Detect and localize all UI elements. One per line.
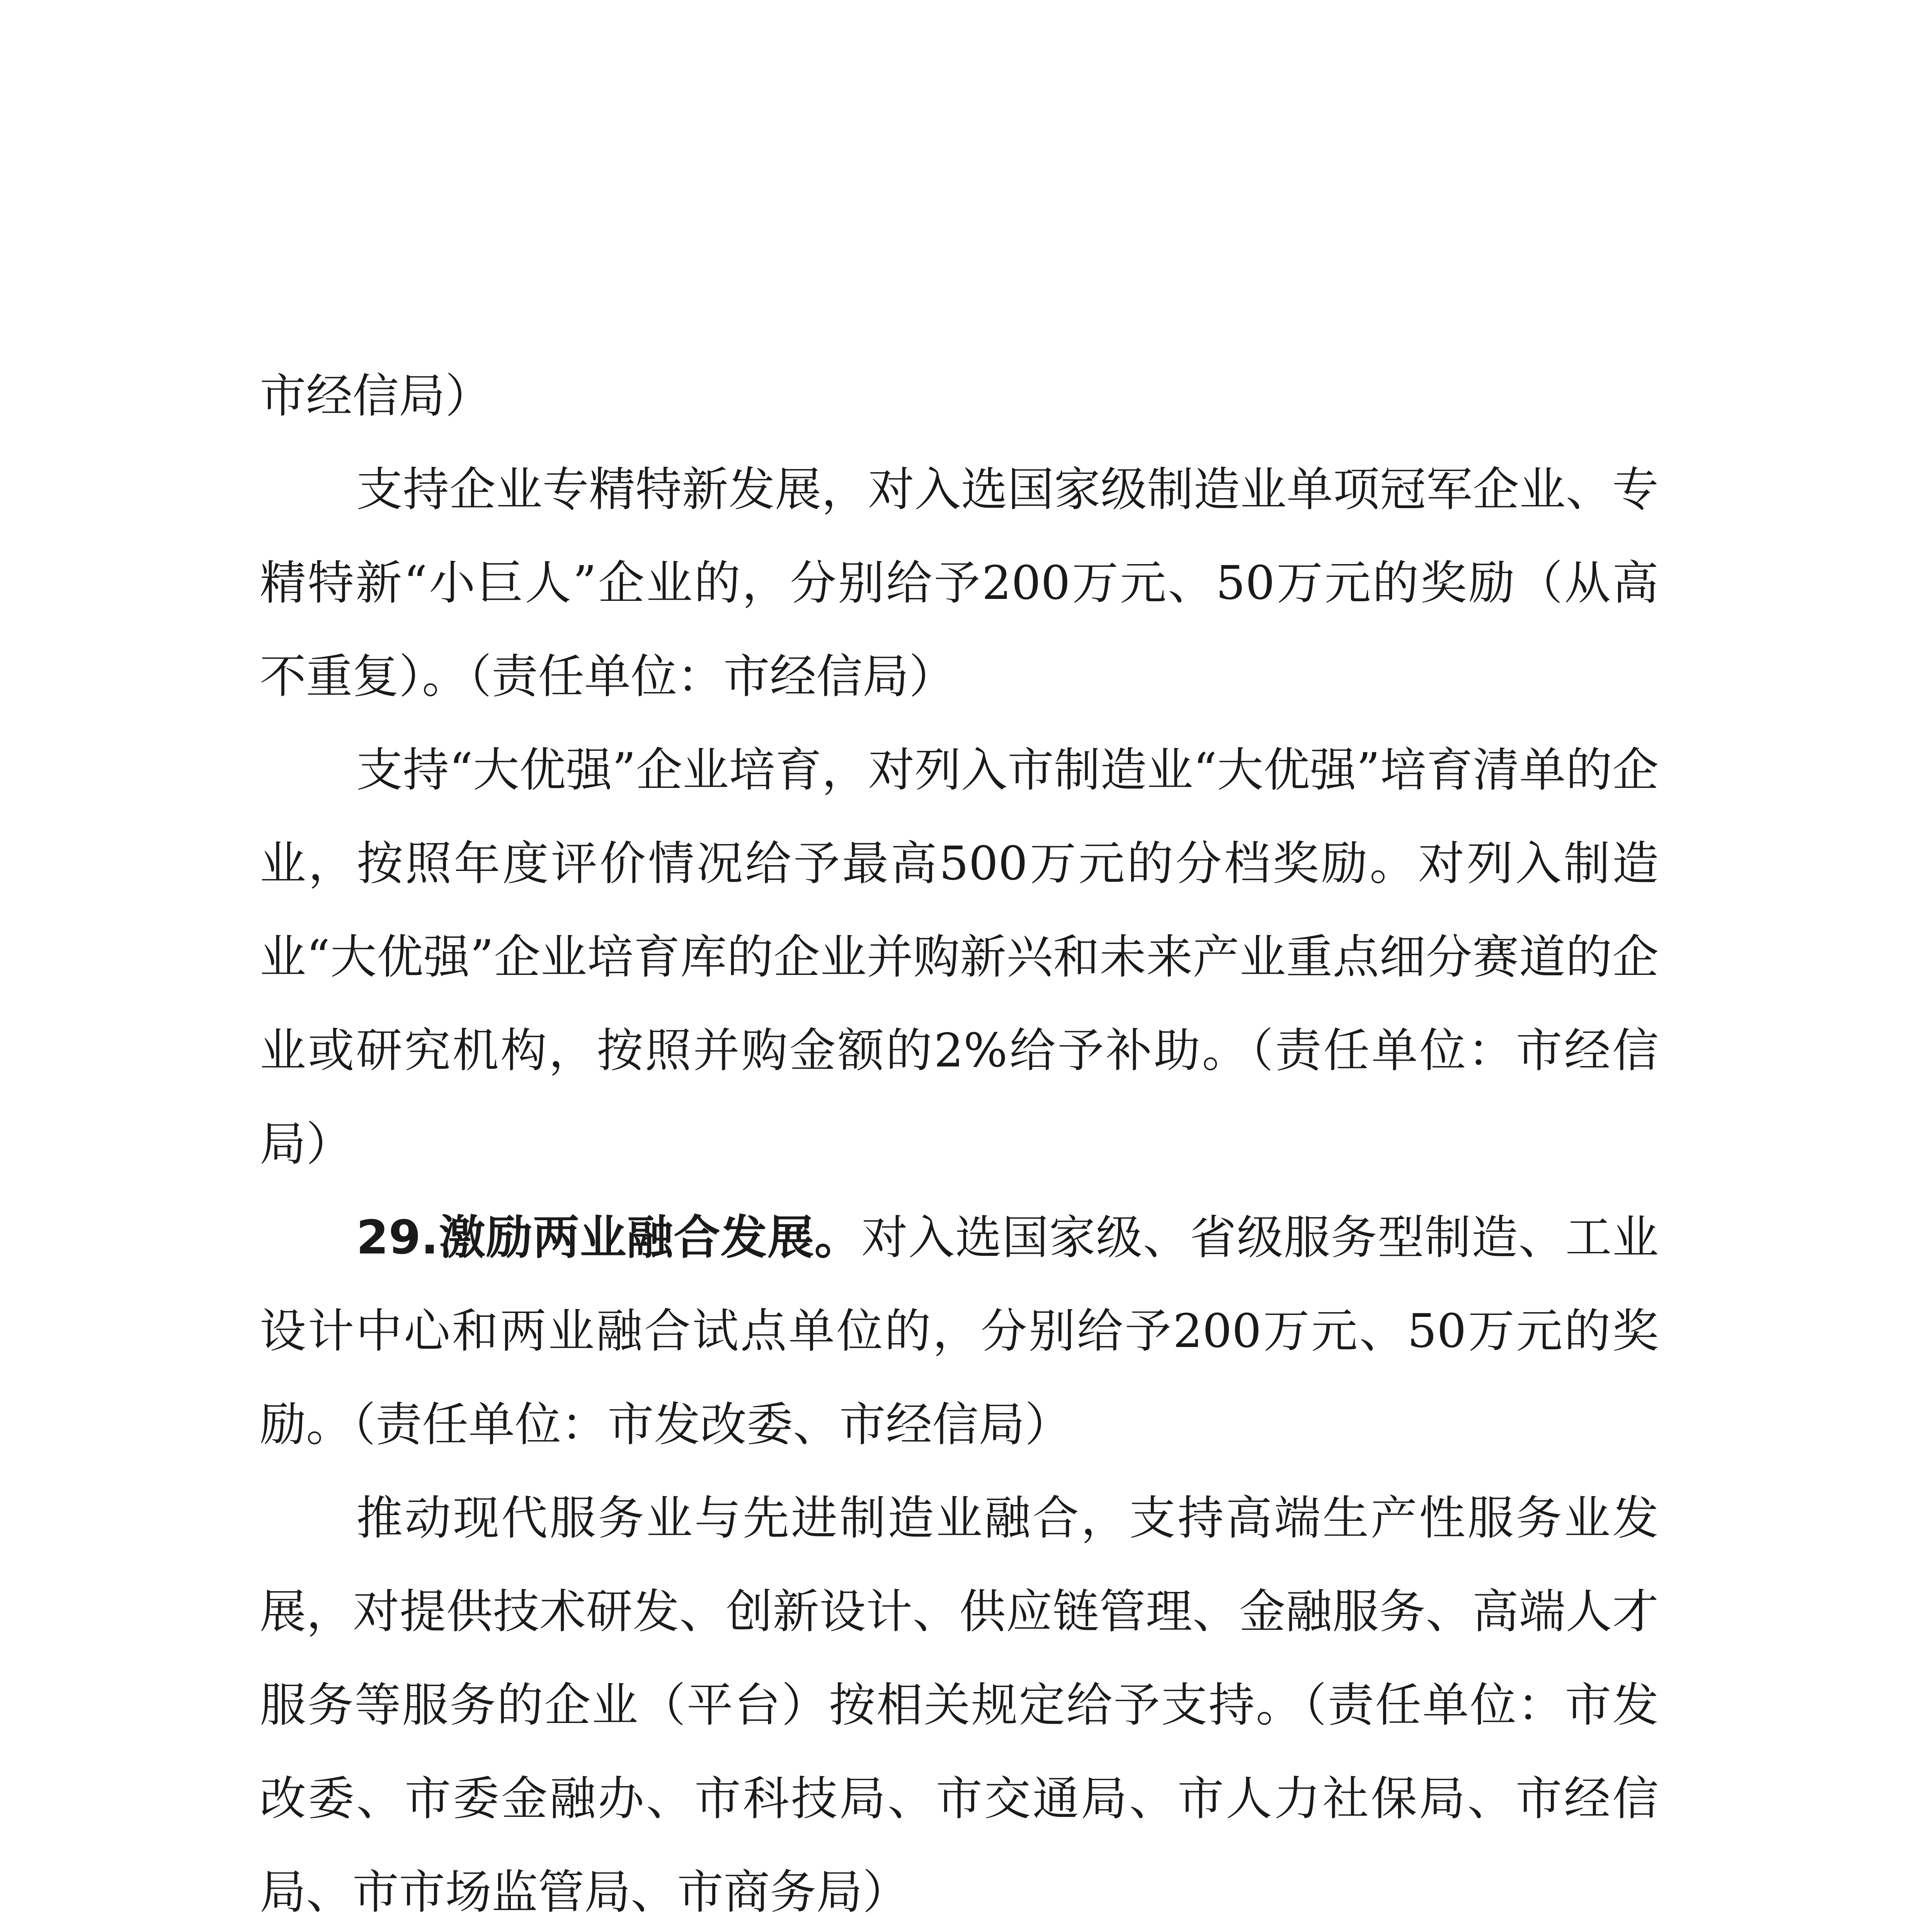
paragraph-item-29: [260, 1191, 1659, 1472]
item-29-body: 对入选国家级、省级服务型制造、工业设计中心和两业融合试点单位的，分别给予200万元、50万元的奖励。（责任单位：市发改委、市经信局）: [260, 1211, 1659, 1452]
item-29-heading: 29.激励两业融合发展。: [356, 1211, 861, 1265]
paragraph-continuation: 市经信局）: [260, 369, 492, 423]
paragraph-specialized-enterprises: 支持企业专精特新发展，对入选国家级制造业单项冠军企业、专精特新“小巨人”企业的，分别给予200万元、50万元的奖励（从高不重复）。（责任单位：市经信局）: [260, 463, 1659, 704]
paragraph-big-strong-enterprises: 支持“大优强”企业培育，对列入市制造业“大优强”培育清单的企业，按照年度评价情况给予最高500万元的分档奖励。对列入制造业“大优强”企业培育库的企业并购新兴和未来产业重点细分赛道的企业或研究机构，按照并购金额的2%给予补助。（责任单位：市经信局）: [260, 743, 1659, 1171]
document-body: [260, 350, 1659, 1932]
paragraph-service-manufacturing-fusion: 推动现代服务业与先进制造业融合，支持高端生产性服务业发展，对提供技术研发、创新设计、供应链管理、金融服务、高端人才服务等服务的企业（平台）按相关规定给予支持。（责任单位：市发改委、市委金融办、市科技局、市交通局、市人力社保局、市经信局、市市场监管局、市商务局）: [260, 1492, 1659, 1919]
